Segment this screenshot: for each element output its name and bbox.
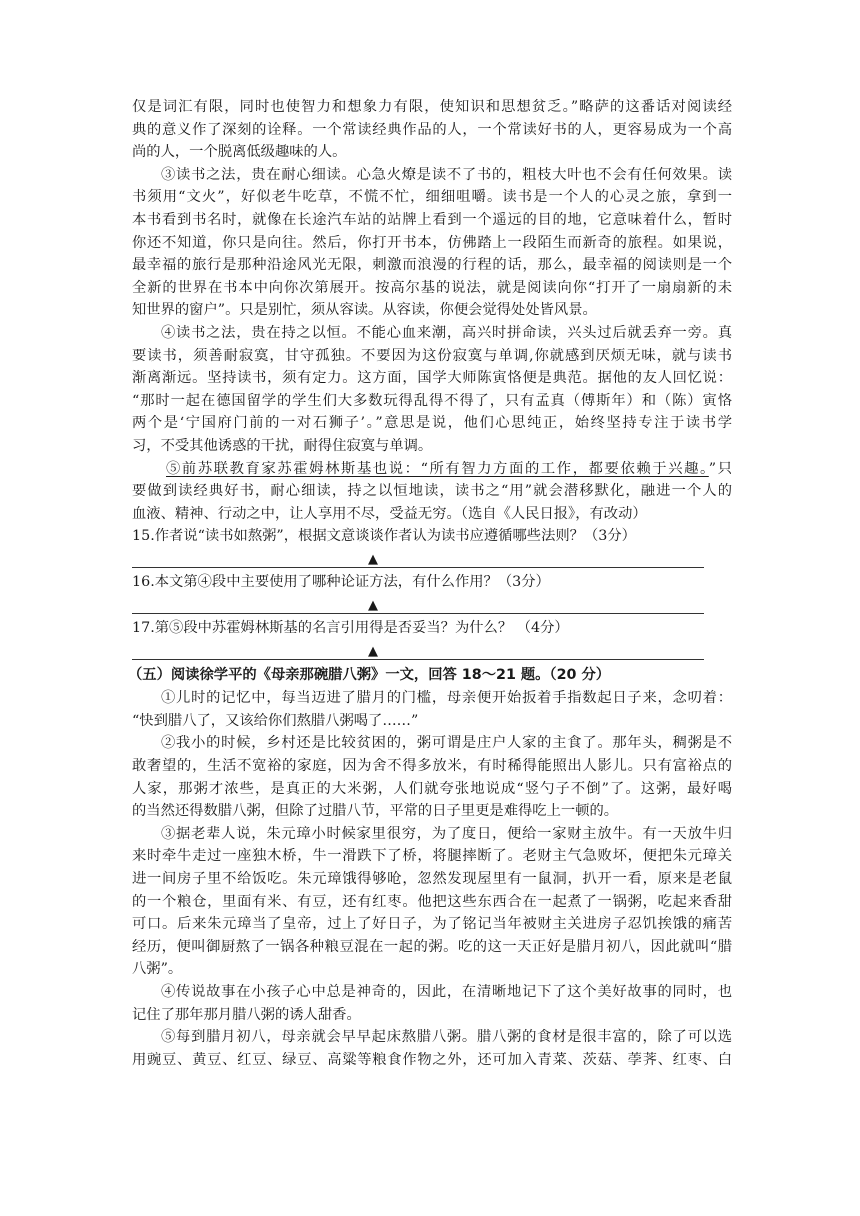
question-16 xyxy=(132,571,732,614)
text-line: ②我小的时候，乡村还是比较贫困的，粥可谓是庄户人家的主食了。那年头，稠粥是不 xyxy=(161,735,732,752)
s5-paragraph-1 xyxy=(132,687,732,732)
paragraph-3 xyxy=(132,164,732,322)
quote-underlined: ⑤前苏联教育家苏霍姆林斯基也说：“所有智力方面的工作，都要依赖于兴趣。 xyxy=(166,460,709,477)
text-line: 经历，便叫御厨熬了一锅各种粮豆混在一起的粥。吃的这一天正好是腊月初八，因此就叫“腊 xyxy=(132,938,732,955)
text-line: 两个是‘宁国府门前的一对石狮子’。”意思是说，他们心思纯正，始终坚持专注于读书学 xyxy=(132,415,732,432)
question-text: 15.作者说“读书如熬粥”，根据文意谈谈作者认为读书应遵循哪些法则？（3分） xyxy=(132,528,636,545)
answer-field[interactable] xyxy=(132,639,704,660)
text-line: 八粥”。 xyxy=(132,961,183,978)
triangle-marker-icon: ▲ xyxy=(368,644,378,660)
text-line xyxy=(132,458,732,481)
text-line: 习，不受其他诱惑的干扰，耐得住寂寞与单调。 xyxy=(132,437,433,454)
text-line: “那时一起在德国留学的学生们大多数玩得乱得不得了，只有孟真（傅斯年）和（陈）寅恪 xyxy=(132,392,732,409)
text-line: ④传说故事在小孩子心中总是神奇的，因此，在清晰地记下了这个美好故事的同时，也 xyxy=(161,984,732,1000)
text-line: ③据老辈人说，朱元璋小时候家里很穷，为了度日，便给一家财主放牛。有一天放牛归 xyxy=(161,825,732,842)
text-line: 人家，那粥才浓些，是真正的大米粥，人们就夸张地说成“竖勺子不倒”了。这粥，最好喝 xyxy=(132,780,732,797)
text-line: 敢奢望的，生活不宽裕的家庭，因为舍不得多放米，有时稀得能照出人影儿。只有富裕点的 xyxy=(132,758,732,775)
text-line: 典的意义作了深刻的诠释。一个常读经典作品的人，一个常读好书的人，更容易成为一个高 xyxy=(132,121,732,138)
triangle-marker-icon: ▲ xyxy=(368,598,378,614)
text-line: 血液、精神、行动之中，让人享用不尽，受益无穷。（选自《人民日报》，有改动） xyxy=(132,505,647,522)
text-line: 的一个粮仓，里面有米、有豆，还有红枣。他把这些东西合在一起煮了一锅粥，吃起来香甜 xyxy=(132,893,732,910)
answer-field[interactable] xyxy=(132,547,704,568)
text-line: ④读书之法，贵在持之以恒。不能心血来潮，高兴时拼命读，兴头过后就丢弃一旁。真 xyxy=(161,324,732,341)
paragraph-5 xyxy=(132,458,732,526)
text-line: 本书看到书名时，就像在长途汽车站的站牌上看到一个遥远的目的地，它意味着什么，暂时 xyxy=(132,211,732,228)
answer-field[interactable] xyxy=(132,593,704,614)
text-line: 进一间房子里不给饭吃。朱元璋饿得够呛，忽然发现屋里有一鼠洞，扒开一看，原来是老鼠 xyxy=(132,871,732,888)
text-line: ⑤每到腊月初八，母亲就会早早起床熬腊八粥。腊八粥的食材是很丰富的，除了可以选 xyxy=(161,1029,732,1046)
section-5-title: （五）阅读徐学平的《母亲那碗腊八粥》一文，回答 18～21 题。（20 分） xyxy=(128,667,611,684)
s5-paragraph-4 xyxy=(132,981,732,1026)
quote-end: ”只 xyxy=(708,460,732,477)
text-line: 记住了那年那月腊八粥的诱人甜香。 xyxy=(132,1006,361,1023)
text-line: 你还不知道，你只是向往。然后，你打开书本，仿佛踏上一段陌生而新奇的旅程。如果说， xyxy=(132,234,732,251)
marker-underline xyxy=(368,659,402,660)
text-line: “快到腊八了，又该给你们熬腊八粥喝了……” xyxy=(132,712,419,729)
text-line: 要做到读经典好书，耐心细读，持之以恒地读，读书之“用”就会潜移默化，融进一个人的 xyxy=(132,483,732,500)
text-line: 尚的人，一个脱离低级趣味的人。 xyxy=(132,144,347,161)
text-line: 仅是词汇有限，同时也使智力和想象力有限，使知识和思想贫乏。”略萨的这番话对阅读经 xyxy=(132,99,732,115)
text-line: ③读书之法，贵在耐心细读。心急火燎是读不了书的，粗枝大叶也不会有任何效果。读 xyxy=(161,166,732,183)
text-line: 的当然还得数腊八粥，但除了过腊八节，平常的日子里更是难得吃上一顿的。 xyxy=(132,803,619,820)
s5-paragraph-5 xyxy=(132,1026,732,1071)
exam-page xyxy=(128,96,732,1071)
text-line: 渐离渐远。坚持读书，须有定力。这方面，国学大师陈寅恪便是典范。据他的友人回忆说： xyxy=(132,370,732,387)
marker-underline xyxy=(368,567,402,568)
text-line: ①儿时的记忆中，每当迈进了腊月的门槛，母亲便开始扳着手指数起日子来，念叨着： xyxy=(161,690,732,707)
s5-paragraph-3 xyxy=(132,823,732,981)
text-line: 来时牵牛走过一座独木桥，牛一滑跌下了桥，将腿摔断了。老财主气急败坏，便把朱元璋关 xyxy=(132,848,732,865)
text-line: 全新的世界在书本中向你次第展开。按高尔基的说法，就是阅读向你“打开了一扇扇新的未 xyxy=(132,279,732,296)
paragraph-intro xyxy=(132,96,732,164)
text-line: 用豌豆、黄豆、红豆、绿豆、高粱等粮食作物之外，还可加入青菜、茨菇、荸荠、红枣、白 xyxy=(132,1051,732,1068)
question-text: 16.本文第④段中主要使用了哪种论证方法，有什么作用？（3分） xyxy=(132,574,550,591)
s5-paragraph-2 xyxy=(132,732,732,822)
question-17 xyxy=(132,617,732,660)
marker-underline xyxy=(368,613,402,614)
text-line: 最幸福的旅行是那种沿途风光无限，刺激而浪漫的行程的话，那么，最幸福的阅读则是一个 xyxy=(132,257,732,274)
paragraph-4 xyxy=(132,322,732,458)
text-line: 要读书，须善耐寂寞，甘守孤独。不要因为这份寂寞与单调,你就感到厌烦无味，就与读书 xyxy=(132,347,732,364)
text-line: 书须用“文火”，好似老牛吃草，不慌不忙，细细咀嚼。读书是一个人的心灵之旅，拿到一 xyxy=(132,189,732,206)
question-15 xyxy=(132,525,732,568)
text-line: 可口。后来朱元璋当了皇帝，过上了好日子，为了铭记当年被财主关进房子忍饥挨饿的痛苦 xyxy=(132,916,732,933)
question-text: 17.第⑤段中苏霍姆林斯基的名言引用得是否妥当？为什么？ （4分） xyxy=(132,620,569,637)
text-line: 知世界的窗户”。只是别忙，须从容读。从容读，你便会觉得处处皆风景。 xyxy=(132,302,597,319)
triangle-marker-icon: ▲ xyxy=(368,552,378,568)
